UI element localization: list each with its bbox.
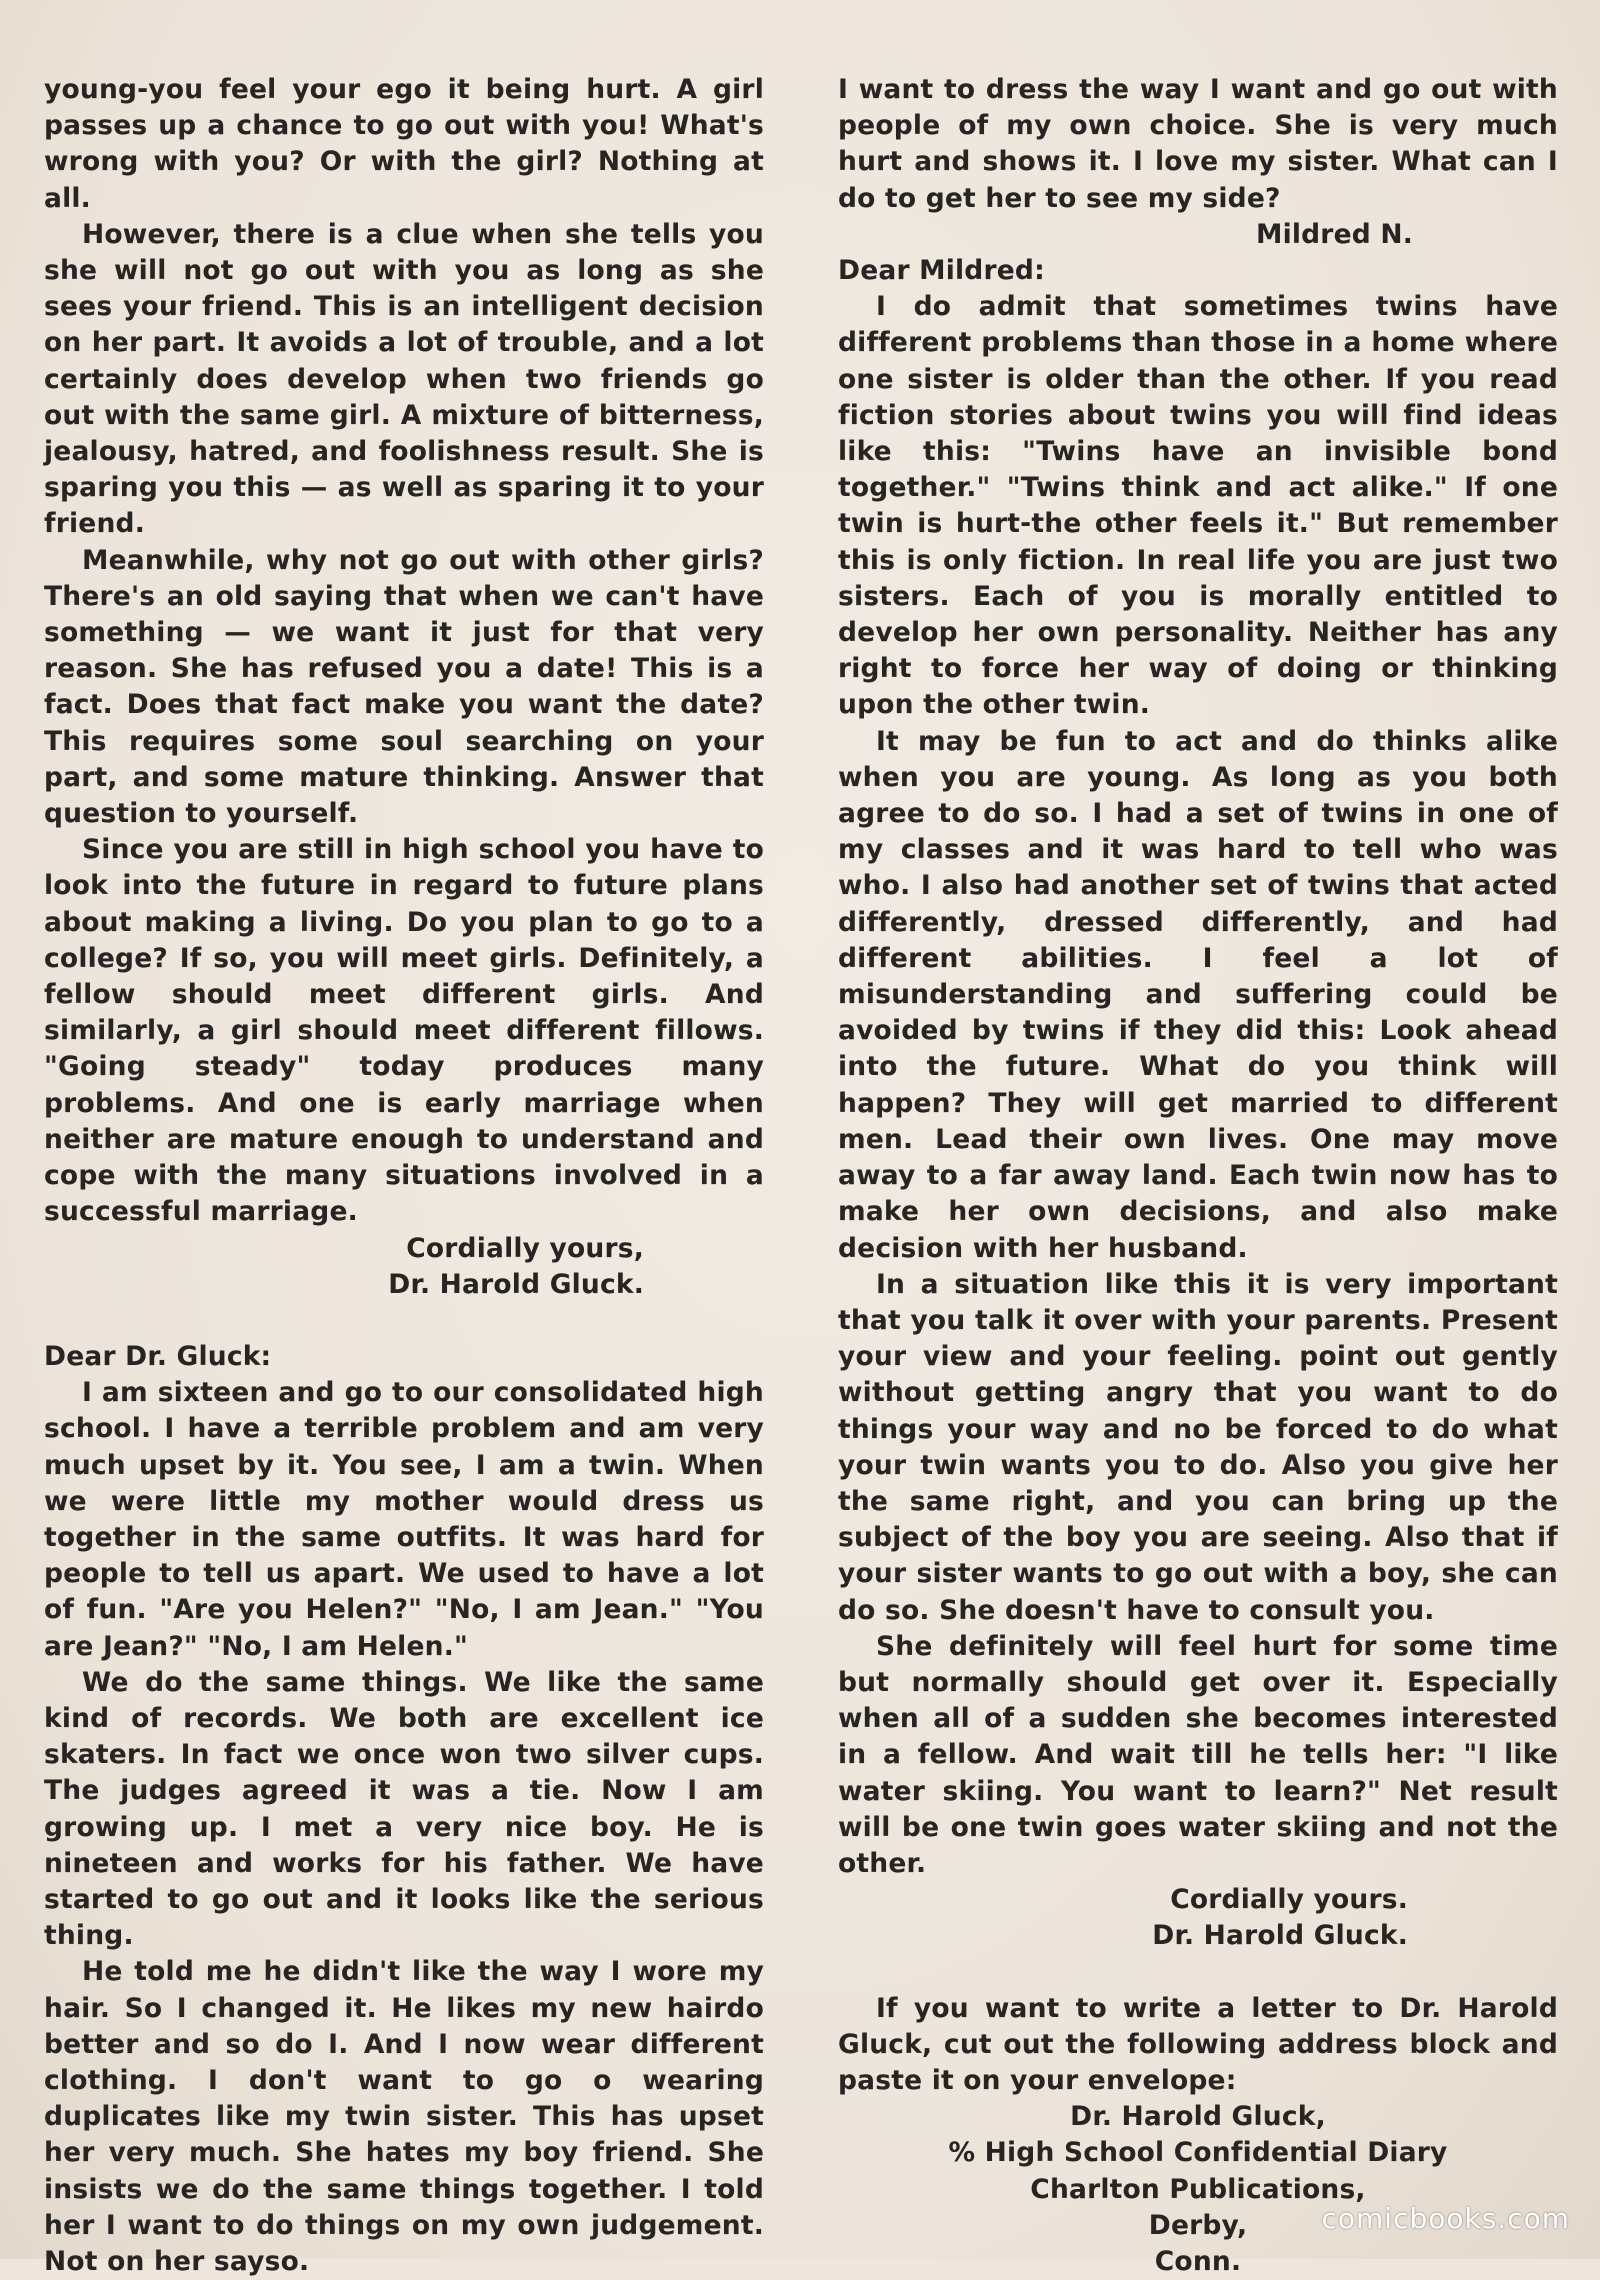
column-paragraph: Meanwhile, why not go out with other girls? There's an old saying that when we can't have something — we want it just for that very reason. She has refused you a date! This is a fact. Does that fact make you want the date? This requires some soul searching on your part, and some mature thinking. Answer that question to yourself.	[44, 544, 764, 830]
address-line: Derby,	[1148, 2209, 1248, 2241]
address-line: % High School Confidential Diary	[948, 2137, 1448, 2169]
reply-paragraph: She definitely will feel hurt for some time but normally should get over it. Especially when all of a sudden she becomes interested in a fellow. And wait till he tells her: "I like water skiing. You want to learn?" Net result will be one twin goes water skiing and not the other.	[838, 1630, 1558, 1879]
letter-paragraph: We do the same things. We like the same kind of records. We both are excellent ice skaters. In fact we once won two silver cups. The judges agreed it was a tie. Now I am growing up. I met a very nice boy. He is nineteen and works for his father. We have started to go out and it looks like the serious thing.	[44, 1666, 764, 1952]
letter-paragraph: I am sixteen and go to our consolidated high school. I have a terrible problem and am very much upset by it. You see, I am a twin. When we were little my mother would dress us together in the same outfits. It was hard for people to tell us apart. We used to have a lot of fun. "Are you Helen?" "No, I am Jean." "You are Jean?" "No, I am Helen."	[44, 1377, 764, 1662]
letter-salutation: Dear Dr. Gluck:	[44, 1340, 272, 1372]
address-line: Dr. Harold Gluck,	[1070, 2101, 1326, 2133]
column-paragraph: However, there is a clue when she tells you she will not go out with you as long as she sees your friend. This is an intelligent decision on her part. It avoids a lot of trouble, and a lot certainly does develop when two friends go out with the same girl. A mixture of bitterness, jealousy, hatred, and foolishness result. She is sparing you this — as well as sparing it to your friend.	[44, 218, 764, 540]
watermark: comicbooks.com	[1321, 2202, 1570, 2235]
column-paragraph: young-you feel your ego it being hurt. A girl passes up a chance to go out with you! What's wrong with you? Or with the girl? Nothing at all.	[44, 74, 764, 214]
right-column	[838, 72, 1558, 2280]
letter-signature: Mildred N.	[1256, 218, 1413, 250]
closing-line: Cordially yours,	[406, 1232, 644, 1264]
reply-paragraph: In a situation like this it is very important that you talk it over with your parents. Present your view and your feeling. point out gently without getting angry that you want to do things your way and no be forced to do what your twin wants you to do. Also you give her the same right, and you can bring up the subject of the boy you are seeing. Also that if your sister wants to go out with a boy, she can do so. She doesn't have to consult you.	[838, 1268, 1558, 1626]
letter-paragraph: I want to dress the way I want and go out with people of my own choice. She is very much hurt and shows it. I love my sister. What can I do to get her to see my side?	[838, 74, 1558, 214]
signature-line: Dr. Harold Gluck.	[1152, 1920, 1408, 1952]
reply-salutation: Dear Mildred:	[838, 255, 1045, 287]
address-instructions: If you want to write a letter to Dr. Harold Gluck, cut out the following address block and paste it on your envelope:	[838, 1992, 1558, 2096]
left-column	[44, 72, 764, 2280]
signature-line: Dr. Harold Gluck.	[388, 1268, 644, 1300]
column-paragraph: Since you are still in high school you have to look into the future in regard to future plans about making a living. Do you plan to go to a college? If so, you will meet girls. Definitely, a fellow should meet different girls. And similarly, a girl should meet different fillows. "Going steady" today produces many problems. And one is early marriage when neither are mature enough to understand and cope with the many situations involved in a successful marriage.	[44, 834, 764, 1228]
address-line: Charlton Publications,	[1030, 2173, 1366, 2205]
reply-paragraph: I do admit that sometimes twins have different problems than those in a home where one sister is older than the other. If you read fiction stories about twins you will find ideas like this: "Twins have an invisible bond together." "Twins think and act alike." If one twin is hurt-the other feels it." But remember this is only fiction. In real life you are just two sisters. Each of you is morally entitled to develop her own personality. Neither has any right to force her way of doing or thinking upon the other twin.	[838, 291, 1558, 721]
reply-paragraph: It may be fun to act and do thinks alike when you are young. As long as you both agree to do so. I had a set of twins in one of my classes and it was hard to tell who was who. I also had another set of twins that acted differently, dressed differently, and had different abilities. I feel a lot of misunderstanding and suffering could be avoided by twins if they did this: Look ahead into the future. What do you think will happen? They will get married to different men. Lead their own lives. One may move away to a far away land. Each twin now has to make her own decisions, and also make decision with her husband.	[838, 725, 1558, 1264]
letter-paragraph: He told me he didn't like the way I wore my hair. So I changed it. He likes my new hairdo better and so do I. And I now wear different clothing. I don't want to go o wearing duplicates like my twin sister. This has upset her very much. She hates my boy friend. She insists we do the same things together. I told her I want to do things on my own judgement. Not on her sayso.	[44, 1956, 764, 2277]
address-line: Conn.	[1154, 2245, 1242, 2277]
closing-line: Cordially yours.	[1170, 1884, 1408, 1916]
